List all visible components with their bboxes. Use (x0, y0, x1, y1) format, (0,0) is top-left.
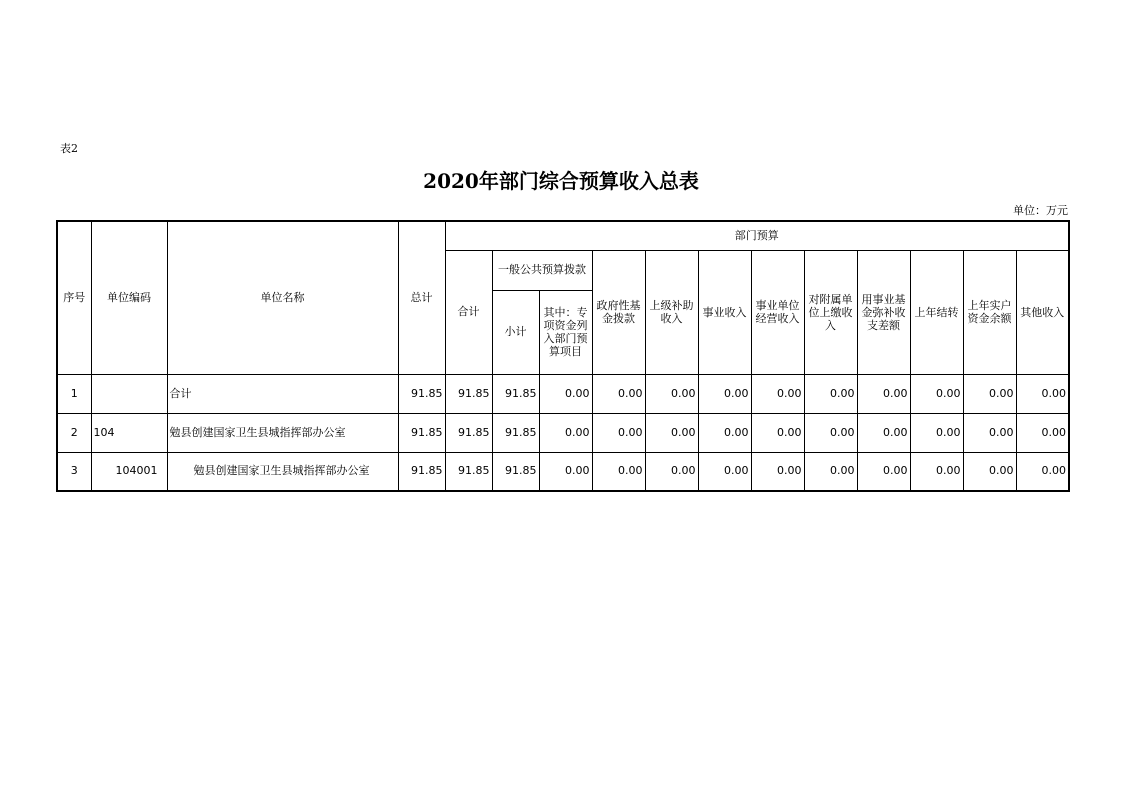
table-row (57, 452, 1069, 491)
header-prev-balance: 上年实户资金余额 (963, 250, 1016, 374)
cell-gp-subtotal: 91.85 (492, 413, 539, 452)
header-dept-budget: 部门预算 (445, 221, 1069, 250)
header-superior-subsidy: 上级补助收入 (645, 250, 698, 374)
cell-gp-subtotal: 91.85 (492, 374, 539, 413)
cell-career-income: 0.00 (698, 374, 751, 413)
cell-gp-special: 0.00 (539, 452, 592, 491)
cell-code (91, 374, 167, 413)
cell-total: 91.85 (398, 413, 445, 452)
header-unit-name: 单位名称 (167, 221, 398, 374)
header-career-income: 事业收入 (698, 250, 751, 374)
cell-prev-carry: 0.00 (910, 374, 963, 413)
cell-name: 勉县创建国家卫生县城指挥部办公室 (167, 413, 398, 452)
cell-gov-fund: 0.00 (592, 374, 645, 413)
cell-prev-balance: 0.00 (963, 452, 1016, 491)
cell-subtotal: 91.85 (445, 452, 492, 491)
cell-career-income: 0.00 (698, 452, 751, 491)
cell-name: 勉县创建国家卫生县城指挥部办公室 (167, 452, 398, 491)
header-gp-special: 其中：专项资金列入部门预算项目 (539, 290, 592, 374)
cell-gp-subtotal: 91.85 (492, 452, 539, 491)
header-gov-fund: 政府性基金拨款 (592, 250, 645, 374)
cell-fund-cover: 0.00 (857, 413, 910, 452)
header-general-public: 一般公共预算拨款 (492, 250, 592, 290)
cell-career-operating: 0.00 (751, 374, 804, 413)
cell-other-income: 0.00 (1016, 413, 1069, 452)
cell-code: 104 (91, 413, 167, 452)
cell-prev-carry: 0.00 (910, 452, 963, 491)
cell-code: 104001 (91, 452, 167, 491)
cell-seq: 1 (57, 374, 91, 413)
header-total: 总计 (398, 221, 445, 374)
table-row (57, 413, 1069, 452)
cell-seq: 3 (57, 452, 91, 491)
cell-total: 91.85 (398, 452, 445, 491)
header-gp-subtotal: 小计 (492, 290, 539, 374)
header-subtotal-all: 合计 (445, 250, 492, 374)
header-seq: 序号 (57, 221, 91, 374)
cell-name: 合计 (167, 374, 398, 413)
header-career-operating: 事业单位经营收入 (751, 250, 804, 374)
cell-affiliated-payment: 0.00 (804, 452, 857, 491)
cell-other-income: 0.00 (1016, 374, 1069, 413)
cell-subtotal: 91.85 (445, 413, 492, 452)
cell-superior-subsidy: 0.00 (645, 452, 698, 491)
table-number-label: 表2 (60, 142, 78, 155)
budget-income-table (56, 220, 1070, 492)
header-other-income: 其他收入 (1016, 250, 1069, 374)
cell-prev-balance: 0.00 (963, 413, 1016, 452)
cell-gov-fund: 0.00 (592, 452, 645, 491)
header-prev-carry: 上年结转 (910, 250, 963, 374)
cell-total: 91.85 (398, 374, 445, 413)
cell-prev-carry: 0.00 (910, 413, 963, 452)
cell-superior-subsidy: 0.00 (645, 413, 698, 452)
cell-other-income: 0.00 (1016, 452, 1069, 491)
cell-affiliated-payment: 0.00 (804, 374, 857, 413)
cell-gp-special: 0.00 (539, 413, 592, 452)
cell-fund-cover: 0.00 (857, 374, 910, 413)
header-affiliated-payment: 对附属单位上缴收入 (804, 250, 857, 374)
cell-career-operating: 0.00 (751, 452, 804, 491)
header-fund-cover: 用事业基金弥补收支差额 (857, 250, 910, 374)
cell-subtotal: 91.85 (445, 374, 492, 413)
header-unit-code: 单位编码 (91, 221, 167, 374)
cell-fund-cover: 0.00 (857, 452, 910, 491)
unit-label: 单位：万元 (1013, 204, 1068, 217)
cell-affiliated-payment: 0.00 (804, 413, 857, 452)
table-row (57, 374, 1069, 413)
cell-career-operating: 0.00 (751, 413, 804, 452)
cell-seq: 2 (57, 413, 91, 452)
cell-superior-subsidy: 0.00 (645, 374, 698, 413)
cell-gov-fund: 0.00 (592, 413, 645, 452)
cell-prev-balance: 0.00 (963, 374, 1016, 413)
page-title: 2020年部门综合预算收入总表 (423, 169, 699, 193)
cell-career-income: 0.00 (698, 413, 751, 452)
cell-gp-special: 0.00 (539, 374, 592, 413)
